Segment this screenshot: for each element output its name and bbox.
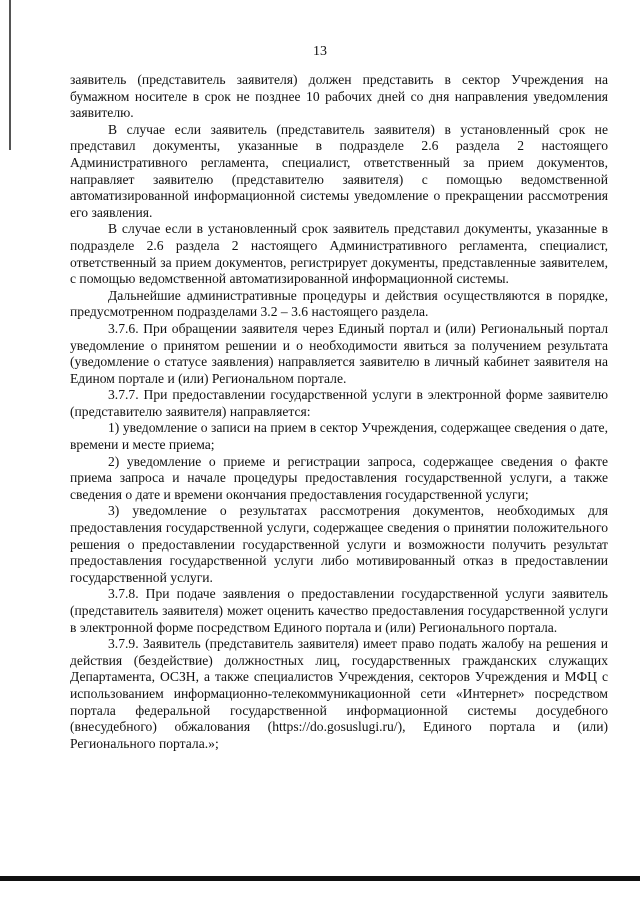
list-item-1: 1) уведомление о записи на прием в сектор Учреждения, содержащее сведения о дате, времени и месте приема; xyxy=(70,420,608,453)
paragraph-3-7-7: 3.7.7. При предоставлении государственной услуги в электронной форме заявителю (представителю заявителя) направляется: xyxy=(70,387,608,419)
bottom-border-rule xyxy=(0,876,640,881)
paragraph-further-procedures: Дальнейшие административные процедуры и действия осуществляются в порядке, предусмотренном подразделами 3.2 – 3.6 настоящего раздела. xyxy=(70,287,608,320)
paragraph-no-documents: В случае если заявитель (представитель заявителя) в установленный срок не представил документы, указанные в подразделе 2.6 раздела 2 настоящего Административного регламента, специалист, ответственный за прием документов, направляет заявителю (представителю заявителя) с помощью ведомственной автоматизированной информационной системы уведомление о прекращении рассмотрения его заявления. xyxy=(70,121,608,220)
paragraph-continuation: заявитель (представитель заявителя) должен представить в сектор Учреждения на бумажном носителе в срок не позднее 10 рабочих дней со дня направления уведомления заявителю. xyxy=(70,72,608,121)
paragraph-3-7-9: 3.7.9. Заявитель (представитель заявителя) имеет право подать жалобу на решения и действия (бездействие) должностных лиц, государственных гражданских служащих Департамента, ОСЗН, а также специалистов Учреждения, секторов Учреждения и МФЦ с использованием информационно-телекоммуникационной сети «Интернет» посредством портала федеральной государственной информационной системы досудебного (внесудебного) обжалования (https://do.gosuslugi.ru/), Единого портала и (или) Регионального портала.»; xyxy=(70,636,608,751)
document-body xyxy=(70,72,608,752)
paragraph-3-7-8: 3.7.8. При подаче заявления о предоставлении государственной услуги заявитель (представитель заявителя) может оценить качество предоставления государственной услуги в электронной форме посредством Единого портала и (или) Регионального портала. xyxy=(70,586,608,635)
list-item-3: 3) уведомление о результатах рассмотрения документов, необходимых для предоставления государственной услуги, содержащее сведения о принятии положительного решения о предоставлении государственной услуги и возможности получить результат предоставления государственной услуги либо мотивированный отказ в предоставлении государственной услуги. xyxy=(70,503,608,585)
list-item-2: 2) уведомление о приеме и регистрации запроса, содержащее сведения о факте приема запроса и начале процедуры предоставления государственной услуги, а также сведения о дате и времени окончания предоставления государственной услуги; xyxy=(70,453,608,502)
paragraph-3-7-6: 3.7.6. При обращении заявителя через Единый портал и (или) Региональный портал уведомление о принятом решении и о необходимости явиться за получением результата (уведомление о статусе заявления) направляется заявителю в личный кабинет заявителя на Едином портале и (или) Региональном портале. xyxy=(70,320,608,386)
paragraph-documents-submitted: В случае если в установленный срок заявитель представил документы, указанные в подразделе 2.6 раздела 2 настоящего Административного регламента, специалист, ответственный за прием документов, регистрирует документы, представленные заявителем, с помощью ведомственной автоматизированной информационной системы. xyxy=(70,221,608,287)
page-number: 13 xyxy=(313,44,327,59)
left-margin-rule xyxy=(9,0,11,150)
